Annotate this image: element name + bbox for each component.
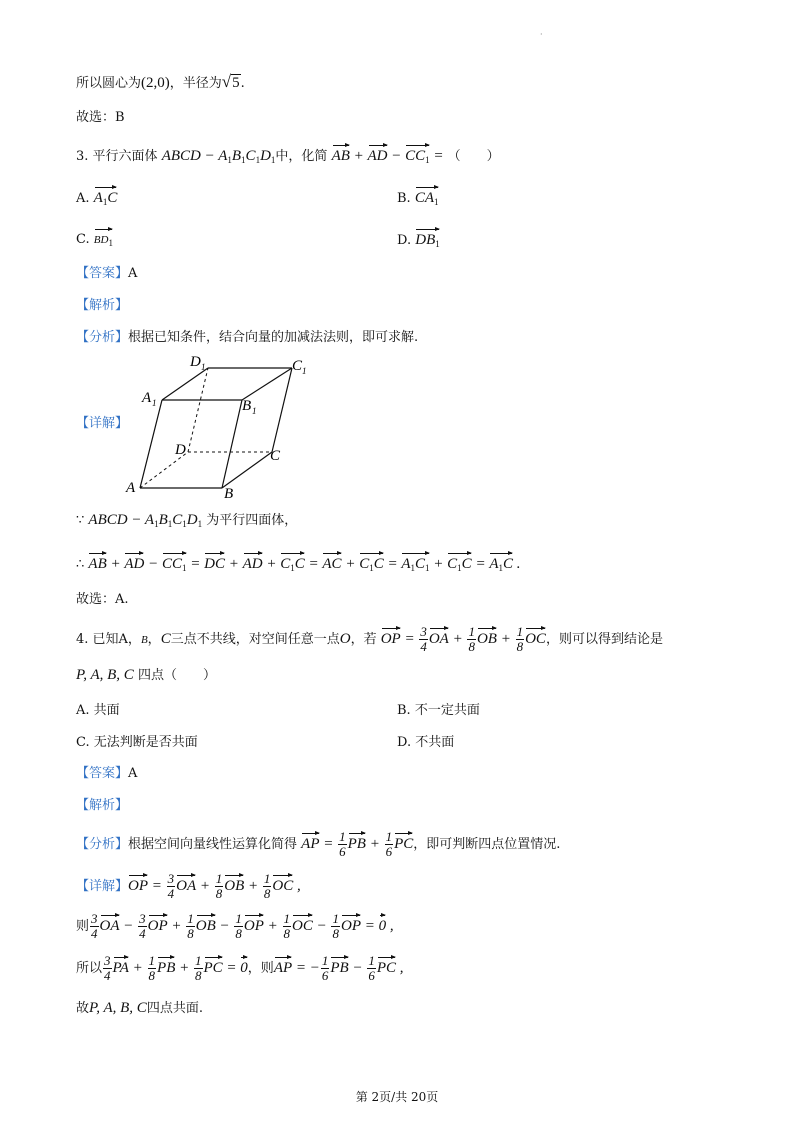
xiangjie-3: 【详解】 — [76, 416, 129, 431]
q3-expression: AB + AD − $CC_1$ = — [332, 148, 444, 164]
svg-text:1: 1 — [201, 362, 206, 372]
svg-text:1: 1 — [302, 366, 307, 376]
label-B: B — [224, 486, 234, 502]
label-A1: A — [142, 390, 152, 406]
answer-3: 【答案】A — [76, 266, 138, 281]
step-suoyi: 所以 $\frac{3}{4}$ PA + $\frac{1}{8}$ PB + $\frac{1}{8}$ PC = 0，则AP = − $\frac{1}{6}$ PB − $\frac{1}{6}$ PC , — [76, 953, 404, 983]
svg-text:1: 1 — [252, 406, 257, 416]
label-A: A — [126, 480, 136, 496]
sqrt-expression: √5 — [221, 72, 240, 91]
label-B1: B — [242, 398, 252, 414]
q3-option-c[interactable]: C. $BD_1$ — [76, 228, 113, 253]
q3-option-d[interactable]: D. $DB_1$ — [397, 228, 440, 254]
q3-option-a[interactable]: A. $A_1C$ — [76, 186, 117, 212]
q4-option-b[interactable]: B. 不一定共面 — [397, 703, 480, 718]
center-point: (2,0) — [141, 75, 170, 91]
label-D: D — [175, 442, 186, 458]
question-4: 4. 已知A，B，C三点不共线，对空间任意一点O，若 OP = $\frac{3}{4}$ OA + $\frac{1}{8}$ OB + $\frac{1}{8}$ OC，则可以得到结论是 — [76, 624, 663, 654]
q4-option-a[interactable]: A. 共面 — [76, 703, 120, 718]
fenxi-4: 【分析】根据空间向量线性运算化简得 AP = $\frac{1}{6}$ PB + $\frac{1}{6}$ PC，即可判断四点位置情况. — [76, 829, 561, 859]
answer-4: 【答案】A — [76, 766, 138, 781]
question-4-line2: P, A, B, C 四点（ ） — [76, 667, 216, 683]
text: 所以圆心为 — [76, 76, 142, 91]
because-line: ∵ ABCD − $A_1B_1C_1D_1$ 为平行四面体， — [76, 512, 298, 529]
circle-conclusion-line: 所以圆心为(2,0)，半径为√5. — [76, 72, 245, 91]
analysis-4: 【解析】 — [76, 798, 129, 813]
q4-option-c[interactable]: C. 无法判断是否共面 — [76, 735, 198, 750]
step-gu: 故P, A, B, C四点共面. — [76, 1000, 203, 1016]
label-D1: D — [190, 354, 201, 370]
therefore-line: ∴ AB + AD − $CC_1$ = DC + AD + $C_1C$ = AC + $C_1C = A_1C_1 + C_1C = A_1C$ . — [76, 552, 521, 578]
guxuan-3: 故选：A. — [76, 592, 129, 607]
fenxi-3: 【分析】根据已知条件，结合向量的加减法法则，即可求解. — [76, 330, 419, 345]
q3-option-b[interactable]: B. $CA_1$ — [397, 186, 439, 212]
analysis-3: 【解析】 — [76, 298, 129, 313]
label-C: C — [270, 448, 281, 464]
page-footer: 第 2页/共 20页 — [355, 1090, 439, 1104]
choice-line-prev: 故选：B — [76, 110, 125, 125]
solid-name: ABCD − $A_1B_1C_1D_1$ — [161, 148, 276, 165]
top-dot-mark: · — [540, 30, 543, 39]
xiangjie-4: 【详解】OP = $\frac{3}{4}$ OA + $\frac{1}{8}$ OB + $\frac{1}{8}$ OC , — [76, 871, 301, 901]
step-ze: 则 $\frac{3}{4}$ OA − $\frac{3}{4}$ OP + $\frac{1}{8}$ OB − $\frac{1}{8}$ OP + $\frac{1}{8}$ OC − $\frac{1}{8}$ OP = 0 , — [76, 911, 394, 941]
question-3: 3. 平行六面体 ABCD − $A_1B_1C_1D_1$中，化简 AB + AD − $CC_1$ = （ ） — [76, 144, 500, 170]
text: ，半径为 — [169, 76, 222, 91]
parallelepiped-diagram — [120, 350, 307, 502]
label-C1: C — [292, 358, 303, 374]
q4-option-d[interactable]: D. 不共面 — [397, 735, 455, 750]
svg-text:1: 1 — [152, 398, 157, 408]
